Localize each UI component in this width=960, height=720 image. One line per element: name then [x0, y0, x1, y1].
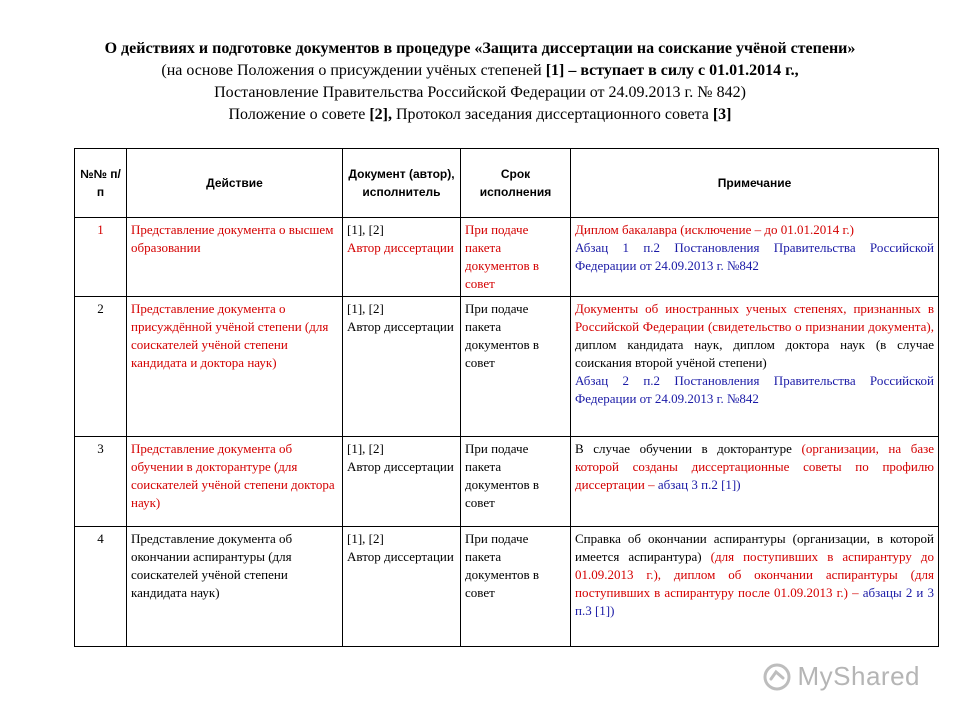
header-line-4-post: Протокол заседания диссертационного совета	[392, 106, 713, 123]
watermark	[762, 661, 921, 692]
row-num: 2	[75, 297, 127, 437]
row-note	[571, 218, 939, 297]
doc-ref: [1], [2]	[347, 301, 384, 316]
doc-ref: [1], [2]	[347, 531, 384, 546]
procedure-table	[74, 148, 939, 647]
row-num: 4	[75, 527, 127, 647]
note-text-2: (организации, на базе которой созданы диссертационные советы по профилю диссертации –	[575, 441, 934, 492]
watermark-text: MyShared	[797, 661, 920, 691]
row-action: Представление документа о высшем образовании	[127, 218, 343, 297]
row-document	[343, 527, 461, 647]
table-header-row	[75, 149, 939, 218]
doc-ref: [1], [2]	[347, 222, 384, 237]
header-line-2-bold: [1] – вступает в силу с 01.01.2014 г.,	[545, 62, 799, 79]
row-deadline: При подаче пакета документов в совет	[461, 297, 571, 437]
header-line-4-text: Положение о совете	[228, 106, 370, 123]
note-reference: абзац 3 п.2 [1])	[657, 477, 741, 492]
header-note: Примечание	[571, 149, 939, 218]
table-row	[75, 218, 939, 297]
row-note	[571, 297, 939, 437]
row-action: Представление документа об обучении в докторантуре (для соискателей учёной степени доктора наук)	[127, 437, 343, 527]
doc-author: Автор диссертации	[347, 549, 454, 564]
row-document	[343, 218, 461, 297]
row-num: 3	[75, 437, 127, 527]
header-deadline: Срок исполнения	[461, 149, 571, 218]
header-line-4-ref: [2],	[369, 106, 392, 123]
row-action: Представление документа о присуждённой учёной степени (для соискателей учёной степени кандидата и доктора наук)	[127, 297, 343, 437]
header-line-2	[0, 60, 960, 82]
row-deadline: При подаче пакета документов в совет	[461, 437, 571, 527]
header-line-4-ref2: [3]	[712, 106, 732, 123]
doc-author: Автор диссертации	[347, 459, 454, 474]
myshared-logo-icon	[762, 662, 792, 692]
note-text: Диплом бакалавра (исключение – до 01.01.2014 г.)	[575, 222, 854, 237]
row-note	[571, 437, 939, 527]
header-line-2-text: (на основе Положения о присуждении учёных степеней	[161, 62, 546, 79]
note-text: В случае обучении в докторантуре	[575, 441, 802, 456]
row-document	[343, 437, 461, 527]
note-reference: Абзац 1 п.2 Постановления Правительства Российской Федерации от 24.09.2013 г. №842	[575, 240, 934, 273]
table-row	[75, 297, 939, 437]
document-header	[0, 38, 960, 126]
header-line-4	[0, 104, 960, 126]
note-text-2: диплом кандидата наук, диплом доктора наук (в случае соискания второй учёной степени)	[575, 337, 934, 370]
document-title: О действиях и подготовке документов в процедуре «Защита диссертации на соискание учёной степени»	[104, 40, 856, 57]
note-reference: Абзац 2 п.2 Постановления Правительства Российской Федерации от 24.09.2013 г. №842	[575, 373, 934, 406]
doc-author: Автор диссертации	[347, 319, 454, 334]
table-row	[75, 527, 939, 647]
note-reference: абзацы 2 и 3 п.3 [1])	[575, 585, 934, 618]
row-note	[571, 527, 939, 647]
note-text: Документы об иностранных ученых степенях, признанных в Российской Федерации (свидетельство о признании документа),	[575, 301, 934, 334]
note-text-2: (для поступивших в аспирантуру до 01.09.2013 г.), диплом об окончании аспирантуры (для поступивших в аспирантуру после 01.09.2013 г.) –	[575, 549, 935, 600]
row-action: Представление документа об окончании аспирантуры (для соискателей учёной степени кандидата наук)	[127, 527, 343, 647]
header-document: Документ (автор), исполнитель	[343, 149, 461, 218]
header-line-3: Постановление Правительства Российской Федерации от 24.09.2013 г. № 842)	[214, 84, 746, 101]
table-row	[75, 437, 939, 527]
row-num: 1	[75, 218, 127, 297]
row-deadline: При подаче пакета документов в совет	[461, 527, 571, 647]
doc-author: Автор диссертации	[347, 240, 454, 255]
header-action: Действие	[127, 149, 343, 218]
row-deadline: При подаче пакета документов в совет	[461, 218, 571, 297]
note-text: Справка об окончании аспирантуры (организации, в которой имеется аспирантура)	[575, 531, 934, 564]
header-num: №№ п/п	[75, 149, 127, 218]
doc-ref: [1], [2]	[347, 441, 384, 456]
row-document	[343, 297, 461, 437]
